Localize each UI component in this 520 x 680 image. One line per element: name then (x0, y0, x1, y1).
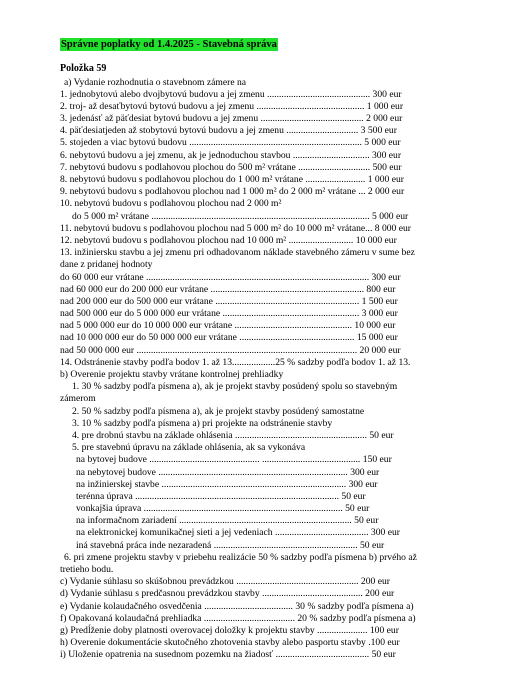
fee-line: 4. pre drobnú stavbu na základe ohlásenia ....................................................... 50 eur (72, 429, 394, 441)
fee-line: vonkajšia úprava ................................................................................... 50 eur (76, 503, 370, 515)
fee-line: nad 200 000 eur do 500 000 eur vrátane ............................................................ 1 500 eur (60, 295, 398, 307)
fee-line: 3. 10 % sadzby podľa písmena a) pri projekte na odstránenie stavby (72, 417, 333, 429)
fee-line: nad 60 000 eur do 200 000 eur vrátane ................................................................ 800 eur (60, 283, 396, 295)
fee-line: 14. Odstránenie stavby podľa bodov 1. až 13..................25 % sadzby podľa bodov 1. až 13. (60, 356, 411, 368)
fee-line: d) Vydanie súhlasu s predčasnou prevádzkou stavby .......................................... 200 eur (60, 588, 395, 600)
fee-line: 6. pri zmene projektu stavby v priebehu realizácie 50 % sadzby podľa písmena b) prvého až (64, 551, 417, 563)
fee-list (60, 77, 470, 662)
fee-line: e) Vydanie kolaudačného osvedčenia ..................................... 30 % sadzby podľa písmena a) (60, 600, 414, 612)
fee-line: 5. stojeden a viac bytovú budovu ........................................................................ 5 000 eur (60, 137, 401, 149)
fee-line: iná stavebná práca inde nezaradená ............................................................ 50 eur (76, 539, 385, 551)
fee-line: na nebytovej budove ............................................................................... 300 eur (76, 466, 380, 478)
fee-line: nad 50 000 000 eur ............................................................................................ 20 000 eur (60, 344, 401, 356)
fee-line: na informačnom zariadení ........................................................................ 50 eur (76, 515, 379, 527)
fee-line: 5. pre stavebnú úpravu na základe ohlásenia, ak sa vykonáva (72, 442, 306, 454)
fee-line: i) Uloženie opatrenia na susednom pozemku na žiadosť ....................................... 50 eur (60, 649, 396, 661)
fee-line: 1. jednobytovú alebo dvojbytovú budovu a jej zmenu ........................................... 300 eur (60, 88, 402, 100)
fee-line: tretieho bodu. (60, 564, 114, 575)
fee-line: f) Opakovaná kolaudačná prehliadka ...................................... 20 % sadzby podľa písmena a) (60, 612, 416, 624)
fee-line: 3. jedenásť až päťdesiat bytovú budovu a jej zmenu ........................................... 2 000 eur (60, 113, 403, 125)
fee-line: 4. päťdesiatjeden až stobytovú bytovú budovu a jej zmenu .............................. 3 500 eur (60, 125, 397, 137)
fee-line: nad 10 000 000 eur do 50 000 000 eur vrátane ................................................ 15 000 eur (60, 332, 398, 344)
fee-line: do 5 000 m² vrátane ........................................................................................... 5 000 eur (72, 210, 409, 222)
fee-line: b) Overenie projektu stavby vrátane kontrolnej prehliadky (60, 369, 284, 380)
fee-line: 8. nebytovú budovu s podlahovou plochou do 1 000 m² vrátane ......................... 1 000 eur (60, 174, 404, 185)
fee-line: na elektronickej komunikačnej sieti a jej vedeniach ....................................... 300 eur (76, 527, 400, 539)
fee-line: 13. inžiniersku stavbu a jej zmenu pri odhadovanom náklade stavebného zámeru v sume bez (60, 247, 415, 259)
fee-line: 10. nebytovú budovu s podlahovou plochou nad 2 000 m² (60, 198, 282, 210)
fee-line: na inžinierskej stavbe ............................................................................. 300 eur (76, 478, 378, 490)
fee-line: nad 500 000 eur do 5 000 000 eur vrátane ......................................................... 3 000 eur (60, 308, 398, 320)
fee-line: g) Predĺženie doby platnosti overovacej doložky k projektu stavby ..................... 100 eur (60, 624, 399, 636)
fee-line: terénna úprava ..................................................................................... 50 eur (76, 490, 366, 502)
fee-line: 2. 50 % sadzby podľa písmena a), ak je projekt stavby posúdený samostatne (72, 405, 365, 417)
fee-line: dane z pridanej hodnoty (60, 259, 153, 271)
fee-line: 1. 30 % sadzby podľa písmena a), ak je projekt stavby posúdený spolu so stavebným (72, 381, 398, 393)
fee-line: h) Overenie dokumentácie skutočného zhotovenia stavby alebo pasportu stavby .100 eur (60, 637, 400, 649)
fee-line: 11. nebytovú budovu s podlahovou plochou nad 5 000 m² do 10 000 m² vrátane... 8 000 eur (60, 222, 411, 234)
fee-line: 2. troj- až desaťbytovú bytovú budovu a jej zmenu ............................................. 1 000 eur (60, 100, 404, 112)
fee-line: zámerom (60, 393, 96, 405)
fee-line: 6. nebytovú budovu a jej zmenu, ak je jednoduchou stavbou ................................ 300 eur (60, 149, 402, 161)
document-title: Správne poplatky od 1.4.2025 - Stavebná správa (61, 39, 277, 50)
fee-line: 9. nebytovú budovu s podlahovou plochou nad 1 000 m² do 2 000 m² vrátane ... 2 000 eur (60, 186, 405, 198)
fee-line: nad 5 000 000 eur do 10 000 000 eur vrátane ................................................. 10 000 eur (60, 320, 396, 332)
section-heading: Položka 59 (60, 63, 107, 74)
fee-line: do 60 000 eur vrátane ............................................................................................. 300 eur (60, 271, 401, 283)
fee-line: 12. nebytovú budovu s podlahovou plochou nad 10 000 m² ........................... 10 000 eur (60, 234, 397, 246)
fee-line: a) Vydanie rozhodnutia o stavebnom zámere na (64, 76, 247, 88)
fee-line: c) Vydanie súhlasu so skúšobnou prevádzkou ................................................... 200 eur (60, 576, 390, 588)
fee-line: na bytovej budove .............................................. ......................................... 150 eur (76, 454, 392, 466)
fee-line: 7. nebytovú budovu s podlahovou plochou do 500 m² vrátane .............................. 500 eur (60, 161, 402, 173)
